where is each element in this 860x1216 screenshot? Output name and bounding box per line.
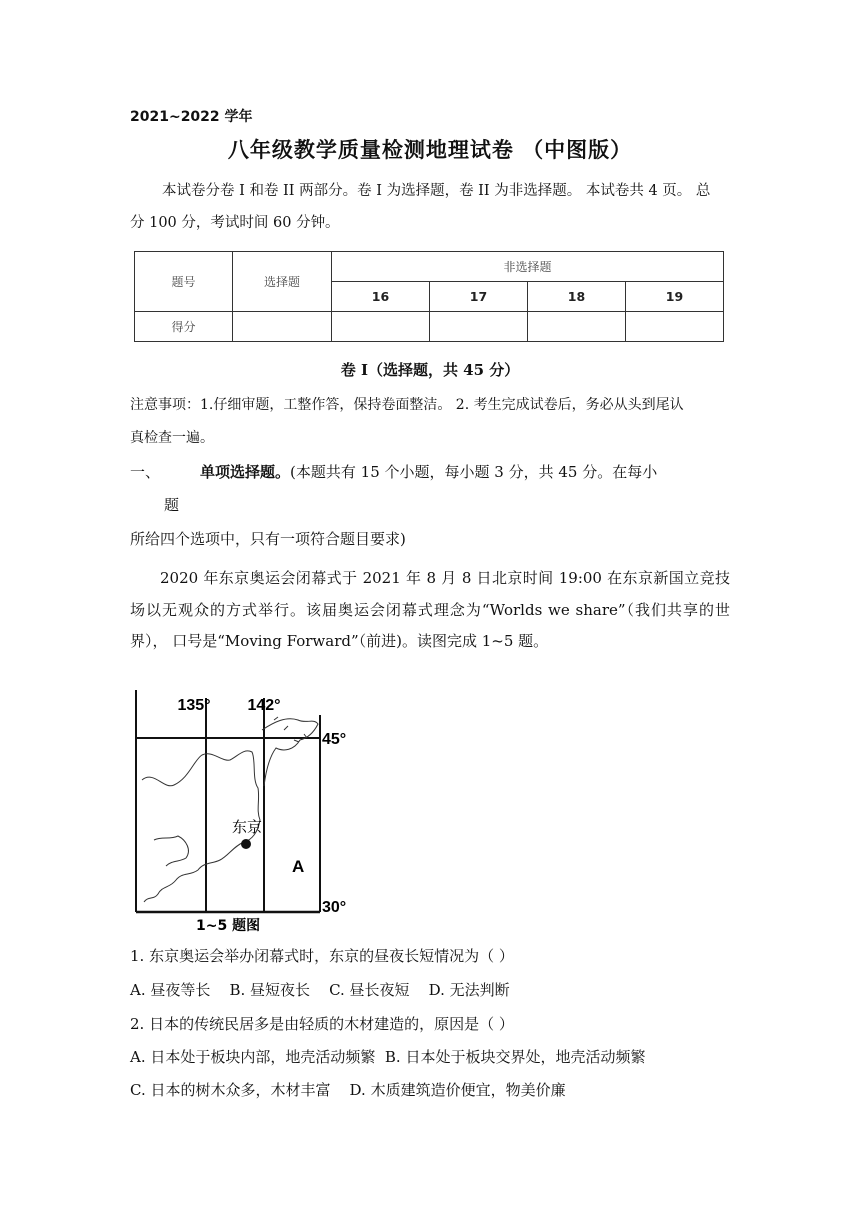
question-1-stem: 1. 东京奥运会举办闭幕式时，东京的昼夜长短情况为（ ）	[130, 947, 514, 965]
japan-map-figure	[134, 690, 359, 935]
passage-text: 2020 年东京奥运会闭幕式于 2021 年 8 月 8 日北京时间 19:00 在东京新国立竞技场以无观众的方式举行。该届奥运会闭幕式理念为“Worlds we share”（我们共享的世界）， 口号是“Moving Forward”（前进)。读图完成 1~5 题。	[130, 569, 730, 650]
longitude-label-135: 135°	[177, 697, 211, 714]
exam-title: 八年级教学质量检测地理试卷 （中图版）	[227, 137, 633, 162]
section-index: 一、	[130, 463, 161, 481]
notice-line-2: 真检查一遍。	[130, 430, 214, 446]
question-number-cell: 19	[626, 282, 724, 312]
area-a-label: A	[292, 857, 305, 876]
score-input-cell[interactable]	[528, 312, 626, 342]
longitude-label-142: 142°	[247, 697, 281, 714]
non-choice-header-cell: 非选择题	[332, 252, 724, 282]
score-input-cell[interactable]	[430, 312, 528, 342]
section-description-cont-2: 所给四个选项中，只有一项符合题目要求)	[130, 530, 406, 548]
question-2-options-line-1: A. 日本处于板块内部，地壳活动频繁 B. 日本处于板块交界处，地壳活动频繁	[130, 1048, 646, 1066]
question-number-cell: 17	[430, 282, 528, 312]
section-type: 单项选择题。	[200, 463, 291, 481]
question-1-options: A. 昼夜等长 B. 昼短夜长 C. 昼长夜短 D. 无法判断	[130, 981, 510, 999]
score-input-cell[interactable]	[332, 312, 430, 342]
section-description: (本题共有 15 个小题，每小题 3 分，共 45 分。在每小	[290, 463, 658, 481]
score-table	[134, 251, 724, 342]
score-label-cell: 得分	[135, 312, 233, 342]
question-number-cell: 18	[528, 282, 626, 312]
section-title: 卷 I（选择题，共 45 分）	[340, 361, 520, 379]
latitude-label-30: 30°	[322, 899, 347, 916]
score-input-cell[interactable]	[626, 312, 724, 342]
choice-header-cell: 选择题	[233, 252, 332, 312]
intro-line-2: 分 100 分，考试时间 60 分钟。	[130, 215, 340, 231]
section-description-cont: 题	[164, 496, 180, 514]
score-input-cell[interactable]	[233, 312, 332, 342]
notice-line-1: 注意事项：1.仔细审题，工整作答，保持卷面整洁。 2. 考生完成试卷后，务必从头到尾认	[130, 397, 684, 413]
latitude-label-45: 45°	[322, 731, 347, 748]
map-caption: 1~5 题图	[196, 918, 261, 934]
tokyo-label: 东京	[232, 818, 263, 836]
question-number-cell: 16	[332, 282, 430, 312]
question-section-heading	[130, 461, 657, 482]
question-2-stem: 2. 日本的传统民居多是由轻质的木材建造的，原因是（ ）	[130, 1015, 514, 1033]
question-2-options-line-2: C. 日本的树木众多，木材丰富 D. 木质建筑造价便宜，物美价廉	[130, 1081, 566, 1099]
intro-line-1: 本试卷分卷 I 和卷 II 两部分。卷 I 为选择题，卷 II 为非选择题。 本试卷共 4 页。 总	[162, 183, 711, 199]
row-header-cell: 题号	[135, 252, 233, 312]
school-year: 2021~2022 学年	[130, 109, 253, 125]
